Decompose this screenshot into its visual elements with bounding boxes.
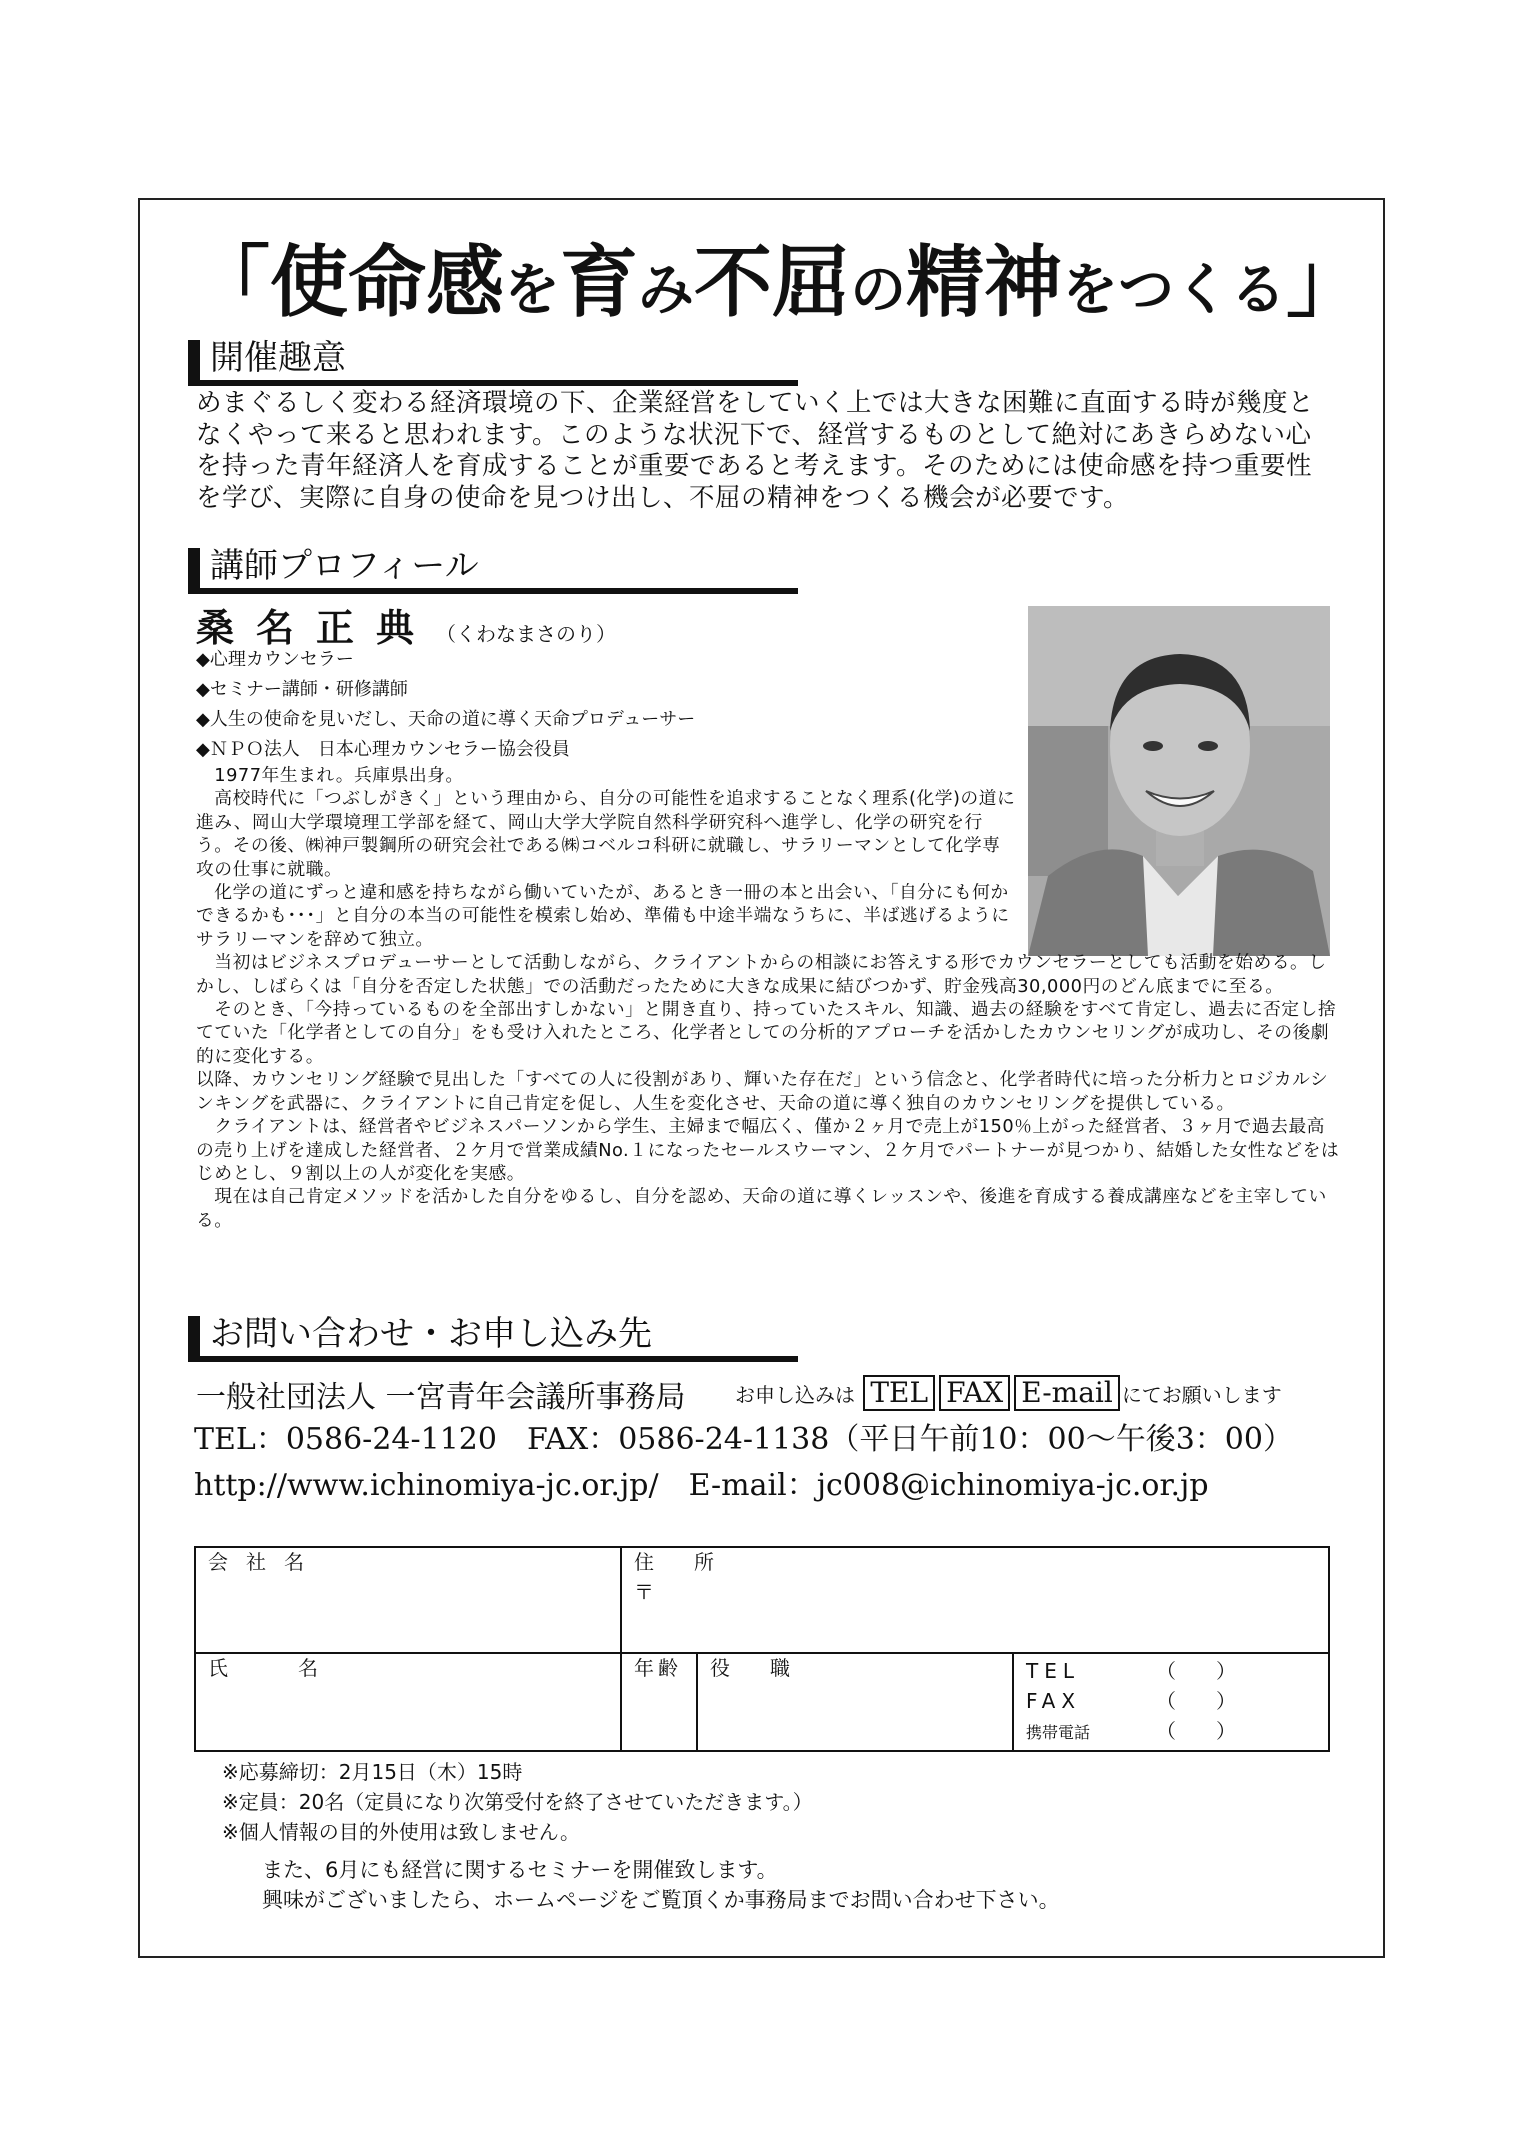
application-form [194, 1546, 1330, 1752]
name-label: 氏名 [208, 1656, 388, 1680]
section-label: 開催趣意 [210, 338, 346, 378]
method-fax: FAX [939, 1375, 1010, 1411]
footer-line: 興味がございましたら、ホームページをご覧頂くか事務局までお問い合わせ下さい。 [262, 1888, 1060, 1912]
apply-suffix: にてお願いします [1121, 1383, 1282, 1407]
contact-phone-fax: TEL：0586-24-1120 FAX：0586-24-1138（平日午前10：00～午後3：00） [194, 1422, 1293, 1457]
section-bar [188, 548, 200, 588]
address-cell[interactable] [621, 1547, 1329, 1653]
title-part: の [850, 257, 907, 323]
role-item: ◆心理カウンセラー [196, 649, 354, 670]
title-part: 「 [192, 237, 271, 328]
bio-paragraph: 化学の道にずっと違和感を持ちながら働いていたが、あるとき一冊の本と出会い、「自分にも何かできるかも･･･」と自分の本当の可能性を模索し始め、準備も中途半端なうちに、半ば逃げるようにサラリーマンを辞めて独立。 [196, 882, 1010, 950]
speaker-name [196, 597, 616, 652]
note-item: ※応募締切：2月15日（木）15時 [222, 1760, 523, 1784]
age-cell[interactable] [621, 1653, 697, 1751]
mobile-label: 携帯電話 [1026, 1723, 1091, 1742]
notes [222, 1757, 813, 1847]
method-tel: TEL [863, 1375, 935, 1411]
page-title [192, 228, 1365, 338]
title-part: 不屈 [694, 237, 851, 328]
website-link[interactable]: http://www.ichinomiya-jc.or.jp/ [194, 1468, 659, 1503]
section-bar [188, 1316, 200, 1356]
apply-prefix: お申し込みは [735, 1383, 855, 1407]
method-email: E-mail [1014, 1375, 1120, 1411]
section-label: 講師プロフィール [210, 546, 479, 586]
intro-text: めまぐるしく変わる経済環境の下、企業経営をしていく上では大きな困難に直面する時が幾度となくやって来ると思われます。このような状況下で、経営するものとして絶対にあきらめない心を持った青年経済人を育成することが重要であると考えます。そのためには使命感を持つ重要性を学び、実際に自身の使命を見つけ出し、不屈の精神をつくる機会が必要です。 [196, 388, 1315, 513]
footer-text [262, 1855, 1060, 1915]
section-contact [188, 1312, 798, 1362]
bio-paragraph: 当初はビジネスプロデューサーとして活動しながら、クライアントからの相談にお答えする形でカウンセラーとしても活動を始める。しかし、しばらくは「自分を否定した状態」での活動だったために大きな成果に結びつかず、貯金残高30,000円のどん底までに至る。 [196, 952, 1327, 997]
footer-line: また、6月にも経営に関するセミナーを開催致します。 [262, 1858, 778, 1882]
tel-label: TEL [1026, 1659, 1080, 1683]
speaker-roles [196, 645, 695, 765]
bio-paragraph: 高校時代に「つぶしがきく」という理由から、自分の可能性を追求することなく理系(化学)の道に進み、岡山大学環境理工学部を経て、岡山大学大学院自然科学研究科へ進学し、化学の研究を行う。その後、㈱神戸製鋼所の研究会社である㈱コベルコ科研に就職し、サラリーマンとして化学専攻の仕事に就職。 [196, 788, 1016, 880]
title-part: 育 [560, 237, 639, 328]
section-profile [188, 544, 798, 594]
bio-paragraph: そのとき、「今持っているものを全部出すしかない」と開き直り、持っていたスキル、知識、過去の経験をすべて肯定し、過去に否定し捨てていた「化学者としての自分」をも受け入れたところ、化学者としての分析的アプローチを活かしたカウンセリングが成功し、その後劇的に変化する。 [196, 999, 1337, 1067]
role-item: ◆ＮＰＯ法人 日本心理カウンセラー協会役員 [196, 739, 570, 760]
position-cell[interactable] [697, 1653, 1013, 1751]
speaker-bio [196, 764, 1341, 1232]
company-label: 会社名 [208, 1550, 322, 1574]
phone-cell[interactable] [1013, 1653, 1329, 1751]
title-part: 」 [1286, 237, 1365, 328]
email-link[interactable]: E-mail：jc008@ichinomiya-jc.or.jp [688, 1468, 1209, 1503]
section-purpose [188, 336, 798, 386]
title-part: 精神 [906, 237, 1063, 328]
title-part: をつくる [1062, 257, 1287, 323]
title-part: み [638, 257, 695, 323]
section-bar [188, 340, 200, 380]
name-cell[interactable] [195, 1653, 621, 1751]
section-label: お問い合わせ・お申し込み先 [210, 1314, 652, 1354]
speaker-name-text: 桑名正典 [196, 605, 437, 650]
note-item: ※個人情報の目的外使用は致しません。 [222, 1820, 580, 1844]
contact-web [194, 1460, 1209, 1504]
company-cell[interactable] [195, 1547, 621, 1653]
bio-paragraph: クライアントは、経営者やビジネスパーソンから学生、主婦まで幅広く、僅か２ヶ月で売上が150％上がった経営者、３ヶ月で過去最高の売り上げを達成した経営者、２ケ月で営業成績No.１になったセールスウーマン、２ケ月でパートナーが見つかり、結婚した女性などをはじめとし、９割以上の人が変化を実感。 [196, 1116, 1340, 1184]
age-label: 年齢 [634, 1656, 682, 1680]
fax-label: FAX [1026, 1689, 1082, 1713]
postal-mark: 〒 [634, 1580, 654, 1604]
title-part: 使命感 [270, 237, 505, 328]
mobile-field[interactable]: （ ） [1156, 1719, 1236, 1743]
bio-paragraph: 現在は自己肯定メソッドを活かした自分をゆるし、自分を認め、天命の道に導くレッスンや、後進を育成する養成講座などを主宰している。 [196, 1186, 1327, 1231]
organization-name: 一般社団法人 一宮青年会議所事務局 [196, 1380, 686, 1415]
bio-paragraph: 1977年生まれ。兵庫県出身。 [196, 765, 464, 786]
role-item: ◆人生の使命を見いだし、天命の道に導く天命プロデューサー [196, 709, 696, 730]
address-label: 住所 [634, 1550, 754, 1574]
title-part: を [504, 257, 561, 323]
position-label: 役職 [710, 1656, 830, 1680]
bio-paragraph: 以降、カウンセリング経験で見出した「すべての人に役割があり、輝いた存在だ」という信念と、化学者時代に培った分析力とロジカルシンキングを武器に、クライアントに自己肯定を促し、人生を変化させ、天命の道に導く独自のカウンセリングを提供している。 [196, 1069, 1329, 1114]
speaker-name-reading: （くわなまさのり） [436, 622, 617, 646]
fax-field[interactable]: （ ） [1156, 1689, 1236, 1713]
role-item: ◆セミナー講師・研修講師 [196, 679, 408, 700]
note-item: ※定員：20名（定員になり次第受付を終了させていただきます。） [222, 1790, 813, 1814]
apply-methods [735, 1375, 1282, 1411]
tel-field[interactable]: （ ） [1156, 1659, 1236, 1683]
